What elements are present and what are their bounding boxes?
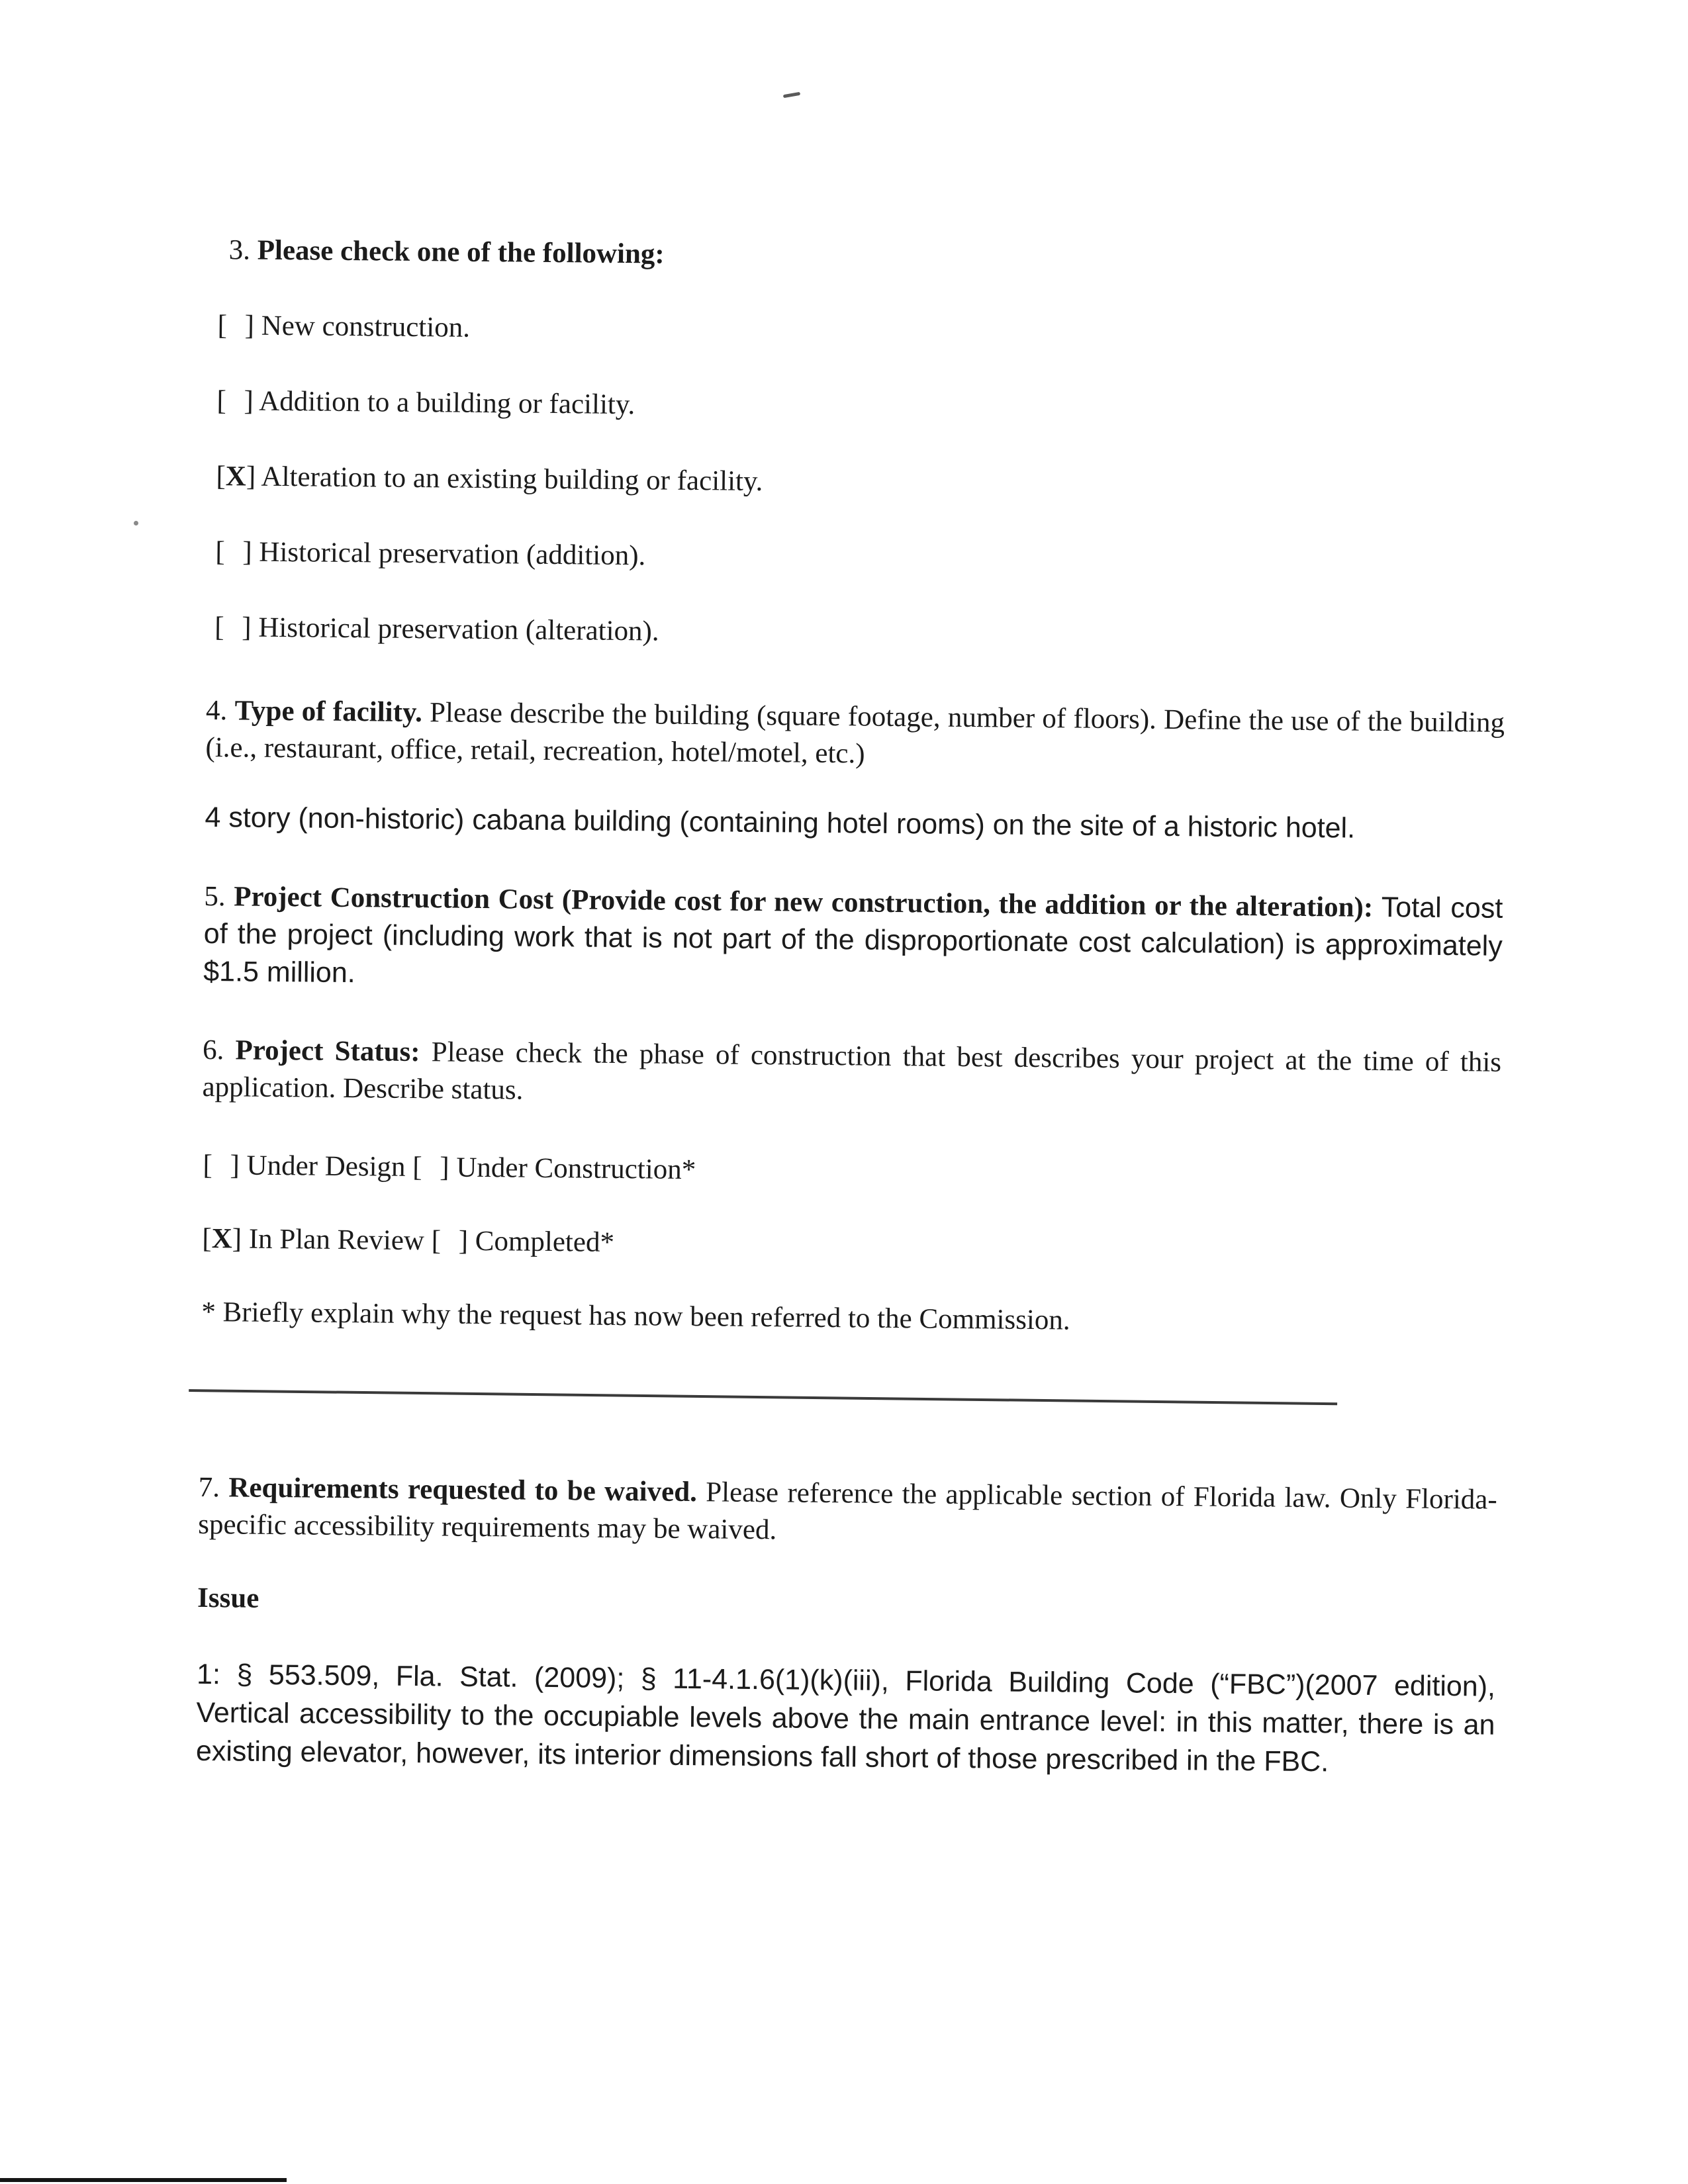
scan-artifact-dot: [134, 521, 138, 525]
issue-label: Issue: [197, 1582, 259, 1614]
option-label: Alteration to an existing building or facility.: [261, 461, 763, 498]
bracket-open: [: [216, 461, 226, 492]
checkbox: [217, 310, 254, 341]
section-3-number: 3.: [228, 234, 251, 266]
bracket-open: [: [431, 1225, 442, 1257]
scan-artifact-dash: [783, 92, 800, 98]
bracket-close: ]: [244, 310, 255, 341]
bracket-close: ]: [458, 1225, 469, 1257]
bracket-close: ]: [244, 385, 254, 417]
blank-answer-line: [189, 1389, 1337, 1405]
section-5-heading-text: Project Construction Cost (Provide cost for new construction, the addition or the alteration):: [234, 881, 1374, 923]
bracket-open: [: [215, 536, 225, 568]
checkbox-checked: [216, 461, 256, 492]
bracket-open: [: [214, 612, 224, 643]
section-6-prompt-text: Please check the phase of construction that best describes your project at the time of this application. Describe status.: [202, 1036, 1502, 1106]
checkbox: [431, 1225, 468, 1257]
section-7-prompt: [198, 1469, 1497, 1556]
section-5-answer: Total cost of the project (including work that is not part of the disproportionate cost calculation) is approximately $1.5 million.: [203, 891, 1503, 989]
checkbox: [412, 1152, 449, 1183]
option-label: New construction.: [261, 310, 471, 343]
status-label: Completed*: [475, 1225, 615, 1258]
checkbox-option-addition: [216, 383, 1507, 432]
section-7-prompt-text: Please reference the applicable section of Florida law. Only Florida-specific accessibility requirements may be waived.: [198, 1477, 1497, 1546]
section-4-answer: 4 story (non-historic) cabana building (containing hotel rooms) on the site of a historic hotel.: [205, 801, 1356, 844]
option-label: Historical preservation (alteration).: [258, 612, 659, 647]
checkbox-option-new-construction: [217, 307, 1508, 357]
bracket-open: [: [217, 310, 228, 341]
section-6-number: 6.: [202, 1034, 224, 1066]
bracket-close: ]: [440, 1152, 449, 1183]
checkbox-mark-x: X: [211, 1223, 233, 1255]
status-footnote: * Briefly explain why the request has now been referred to the Commission.: [201, 1296, 1070, 1336]
option-label: Addition to a building or facility.: [259, 385, 635, 421]
status-row-design-construction: [203, 1147, 1500, 1197]
checkbox-mark-x: X: [225, 461, 247, 492]
document-content: [196, 232, 1509, 1783]
bracket-close: ]: [242, 612, 252, 643]
section-4-number: 4.: [205, 694, 228, 727]
bracket-close: ]: [246, 461, 256, 492]
section-4-prompt: [205, 692, 1505, 779]
section-7-number: 7.: [198, 1471, 220, 1504]
section-4-prompt-text: Please describe the building (square footage, number of floors). Define the use of the building (i.e., restaurant, office, retail, recreation, hotel/motel, etc.): [205, 697, 1505, 770]
bracket-open: [: [203, 1149, 213, 1181]
scan-artifact-bottom-edge: [0, 2178, 287, 2182]
bracket-open: [: [216, 385, 227, 417]
status-row-review-completed: [202, 1220, 1499, 1270]
bracket-close: ]: [230, 1150, 240, 1181]
checkbox-option-historical-alteration: [214, 609, 1505, 659]
bracket-open: [: [202, 1222, 212, 1255]
section-6-prompt: [202, 1032, 1501, 1118]
bracket-close: ]: [232, 1223, 242, 1255]
option-label: Historical preservation (addition).: [259, 536, 646, 572]
section-5-number: 5.: [204, 880, 226, 913]
issue-1-text: 1: § 553.509, Fla. Stat. (2009); § 11-4.1.6(1)(k)(iii), Florida Building Code (“FBC”)(2007 edition), Vertical accessibility to the occupiable levels above the main entrance level: in this matter, there is an existing elevator, however, its interior dimensions fall short of those prescribed in the FBC.: [195, 1658, 1496, 1778]
status-label: In Plan Review: [248, 1223, 425, 1257]
checkbox: [203, 1150, 240, 1181]
section-4-heading-text: Type of facility.: [234, 695, 423, 729]
checkbox-option-historical-addition: [215, 533, 1506, 583]
section-7-heading-text: Requirements requested to be waived.: [228, 1472, 698, 1508]
checkbox: [214, 612, 252, 643]
bracket-close: ]: [242, 536, 252, 568]
checkbox-option-alteration: [216, 458, 1507, 508]
section-5-paragraph: [203, 878, 1503, 1003]
status-label: Under Construction*: [456, 1152, 696, 1186]
checkbox-checked: [202, 1223, 242, 1255]
section-3-heading-text: Please check one of the following:: [257, 234, 665, 270]
bracket-open: [: [412, 1151, 422, 1183]
checkbox: [216, 385, 254, 417]
section-3-heading: [228, 232, 1509, 281]
checkbox: [215, 536, 252, 568]
status-label: Under Design: [246, 1150, 406, 1183]
section-6-heading-text: Project Status:: [235, 1034, 420, 1068]
